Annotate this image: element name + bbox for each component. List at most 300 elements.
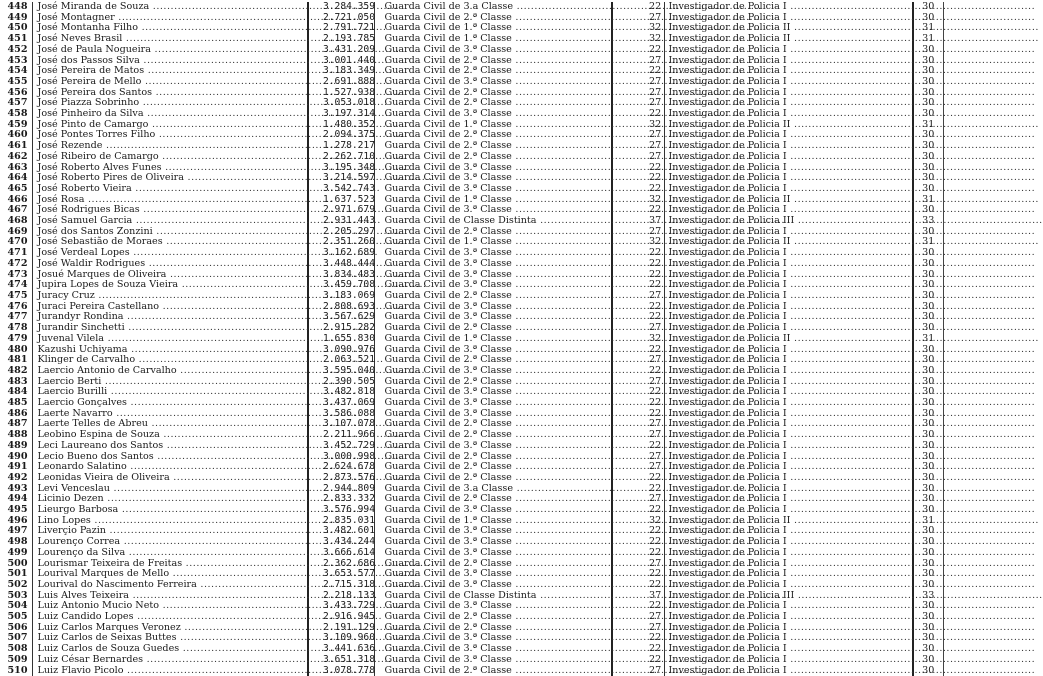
current-position-text: Guarda Civil de 3.ª Classe ..... <box>385 568 761 579</box>
registration-value-text: 3.567.629 <box>323 311 375 323</box>
row-number-text: 478 <box>7 322 28 334</box>
new-position-text: Investigador de Policia I ..... <box>669 87 1036 98</box>
registration-value-text: 3.482.601 <box>323 525 375 537</box>
row-number-text: 479 <box>7 332 28 344</box>
employee-name-text: Luiz Antonio Mucio Neto ..... <box>38 600 408 611</box>
registration-value-text: 3.197.314 <box>323 108 375 120</box>
new-reference-level-text: 30 <box>922 611 935 623</box>
new-position-text: Investigador de Policia I ..... <box>669 579 1036 590</box>
reference-level-text: 22 <box>649 172 662 184</box>
new-reference-level-text: 30 <box>922 140 935 152</box>
reference-level-text: 22 <box>649 578 662 590</box>
row-number-text: 484 <box>7 386 28 398</box>
employee-name-text: Luiz Carlos Marques Veronez ..... <box>38 622 430 633</box>
new-reference-level-text: 30 <box>922 300 935 312</box>
employee-name-text: Lieurgo Barbosa ..... <box>38 504 367 515</box>
row-number-text: 488 <box>7 429 28 441</box>
row-number-text: 460 <box>7 129 28 141</box>
new-reference-level-text: 30 <box>922 161 935 173</box>
current-position-text: Guarda Civil de 3.ª Classe ..... <box>385 172 761 183</box>
employee-name-text: José Pinto de Camargo ..... <box>38 119 397 130</box>
employee-name-text: Laerte Telles de Abreu ..... <box>38 418 397 429</box>
row-number-text: 503 <box>7 589 28 601</box>
row-number-text: 505 <box>7 611 28 623</box>
row-number-text: 456 <box>7 86 28 98</box>
registration-value-text: 3.653.577 <box>323 568 375 580</box>
employee-name-text: Jurandir Sinchetti ..... <box>38 322 374 333</box>
current-position-text: Guarda Civil de 2.ª Classe ..... <box>385 472 761 483</box>
new-position-text: Investigador de Policia III ..... <box>669 215 1043 226</box>
new-reference-level-text: 30 <box>922 439 935 451</box>
row-number-text: 475 <box>7 289 28 301</box>
row-number-text: 459 <box>7 118 28 130</box>
new-position-text: Investigador de Policia I ..... <box>669 429 1036 440</box>
new-reference-level-text: 30 <box>922 204 935 216</box>
employee-name-text: Luis Alves Teixeira ..... <box>38 590 378 601</box>
new-position-text: Investigador de Policia I ..... <box>669 600 1036 611</box>
reference-level-text: 22 <box>649 568 662 580</box>
registration-value-text: 3.651.318 <box>323 653 375 665</box>
new-reference-level-text: 30 <box>922 578 935 590</box>
new-position-text: Investigador de Policia I ..... <box>669 151 1036 162</box>
row-number-text: 450 <box>7 22 28 34</box>
new-position-text: Investigador de Policia I ..... <box>669 536 1036 547</box>
new-position-text: Investigador de Policia I ..... <box>669 632 1036 643</box>
current-position-text: Guarda Civil de 3.ª Classe ..... <box>385 311 761 322</box>
new-position-text: Investigador de Policia I ..... <box>669 344 1036 355</box>
row-number-text: 506 <box>7 621 28 633</box>
reference-level-text: 22 <box>649 653 662 665</box>
employee-name-text: Kazushi Uchiyama ..... <box>38 344 377 355</box>
reference-level-text: 22 <box>649 600 662 612</box>
current-position-text: Guarda Civil de Classe Distinta ..... <box>385 590 786 601</box>
current-position-text: Guarda Civil de 3.ª Classe ..... <box>385 525 761 536</box>
current-position-text: Guarda Civil de 1.ª Classe ..... <box>385 333 761 344</box>
reference-level-text: 27 <box>649 140 662 152</box>
registration-value-text: 3.183.069 <box>323 289 375 301</box>
current-position-text: Guarda Civil de 1.ª Classe ..... <box>385 194 761 205</box>
employee-name-text: José Roberto Vieira ..... <box>38 183 381 194</box>
employee-name-text: José dos Santos Zonzini ..... <box>38 226 402 237</box>
new-position-text: Investigador de Policia I ..... <box>669 76 1036 87</box>
reference-level-text: 27 <box>649 375 662 387</box>
row-number-text: 474 <box>7 279 28 291</box>
row-number-text: 495 <box>7 504 28 516</box>
new-position-text: Investigador de Policia I ..... <box>669 547 1036 558</box>
new-position-text: Investigador de Policia I ..... <box>669 525 1036 536</box>
registration-value-text: 2.191.129 <box>323 621 375 633</box>
reference-level-text: 22 <box>649 343 662 355</box>
reference-level-text: 27 <box>649 129 662 141</box>
employee-name-text: Lecio Bueno dos Santos ..... <box>38 451 403 462</box>
new-position-text: Investigador de Policia I ..... <box>669 44 1036 55</box>
reference-level-text: 32 <box>649 22 662 34</box>
new-position-text: Investigador de Policia III ..... <box>669 590 1043 601</box>
reference-level-text: 27 <box>649 75 662 87</box>
registration-value-text: 3.107.078 <box>323 418 375 430</box>
current-position-text: Guarda Civil de 3.ª Classe ..... <box>385 301 761 312</box>
current-position-text: Guarda Civil de 3.ª Classe ..... <box>385 579 761 590</box>
registration-value-text: 3.666.614 <box>323 546 375 558</box>
employee-name-text: José Neves Brasil ..... <box>38 33 371 44</box>
registration-value-text: 2.791.721 <box>323 22 375 34</box>
new-reference-level-text: 30 <box>922 108 935 120</box>
row-number-text: 471 <box>7 247 28 259</box>
reference-level-text: 32 <box>649 33 662 45</box>
reference-level-text: 27 <box>649 11 662 23</box>
row-number-text: 485 <box>7 397 28 409</box>
current-position-text: Guarda Civil de 3.ª Classe ..... <box>385 365 761 376</box>
reference-level-text: 22 <box>649 525 662 537</box>
employee-name-text: Lourenço da Silva ..... <box>38 547 374 558</box>
new-position-text: Investigador de Policia I ..... <box>669 654 1036 665</box>
new-reference-level-text: 30 <box>922 568 935 580</box>
registration-value-text: 3.433.729 <box>323 600 375 612</box>
current-position-text: Guarda Civil de 3.a Classe ..... <box>385 1 762 12</box>
registration-value-text: 3.078.778 <box>323 664 375 676</box>
new-reference-level-text: 30 <box>922 364 935 376</box>
new-reference-level-text: 31 <box>922 118 935 130</box>
registration-value-text: 3.053.018 <box>323 97 375 109</box>
new-reference-level-text: 30 <box>922 429 935 441</box>
new-reference-level-text: 30 <box>922 397 935 409</box>
personnel-table-body <box>2 2 943 676</box>
row-number-text: 486 <box>7 407 28 419</box>
registration-value-text: 1.655.830 <box>323 332 375 344</box>
registration-value-text: 2.063.521 <box>323 354 375 366</box>
registration-value-text: 2.721.050 <box>323 11 375 23</box>
new-position-text: Investigador de Policia I ..... <box>669 408 1036 419</box>
reference-level-text: 27 <box>649 429 662 441</box>
new-position-text: Investigador de Policia I ..... <box>669 12 1036 23</box>
new-position-text: Investigador de Policia I ..... <box>669 665 1036 676</box>
new-reference-level-text: 30 <box>922 279 935 291</box>
registration-value-text: 2.944.809 <box>323 482 375 494</box>
new-position-text: Investigador de Policia I ..... <box>669 301 1036 312</box>
reference-level-text: 22 <box>649 268 662 280</box>
registration-value-text: 1.637.523 <box>323 193 375 205</box>
row-number-text: 504 <box>7 600 28 612</box>
row-number-text: 465 <box>7 182 28 194</box>
registration-value-text: 3.576.994 <box>323 504 375 516</box>
current-position-text: Guarda Civil de 2.ª Classe ..... <box>385 97 761 108</box>
new-reference-level-text: 30 <box>922 268 935 280</box>
reference-level-text: 22 <box>649 546 662 558</box>
current-position-text: Guarda Civil de 3.ª Classe ..... <box>385 183 761 194</box>
reference-level-text: 32 <box>649 514 662 526</box>
registration-value-text: 2.916.945 <box>323 611 375 623</box>
new-position-text: Investigador de Policia I ..... <box>669 440 1036 451</box>
new-position-text: Investigador de Policia I ..... <box>669 55 1036 66</box>
employee-name-text: Lourival do Nascimento Ferreira ..... <box>38 579 446 590</box>
current-position-text: Guarda Civil de 3.ª Classe ..... <box>385 344 761 355</box>
employee-name-text: Luiz Candido Lopes ..... <box>38 611 383 622</box>
current-position-text: Guarda Civil de 2.ª Classe ..... <box>385 322 761 333</box>
registration-value-text: 2.915.282 <box>323 322 375 334</box>
current-position-text: Guarda Civil de 2.ª Classe ..... <box>385 418 761 429</box>
current-position-text: Guarda Civil de 3.ª Classe ..... <box>385 44 761 55</box>
registration-value-text: 2.835.031 <box>323 514 375 526</box>
registration-value-text: 2.351.260 <box>323 236 375 248</box>
current-position-text: Guarda Civil de 3.ª Classe ..... <box>385 386 761 397</box>
reference-level-text: 27 <box>649 322 662 334</box>
new-position-text: Investigador de Policia I ..... <box>669 376 1036 387</box>
row-number-text: 490 <box>7 450 28 462</box>
current-position-text: Guarda Civil de 3.ª Classe ..... <box>385 600 761 611</box>
row-number-text: 477 <box>7 311 28 323</box>
registration-value-text: 2.362.686 <box>323 557 375 569</box>
employee-name-text: José Pereira de Matos ..... <box>38 65 393 76</box>
employee-name-text: Juracy Cruz ..... <box>38 290 344 301</box>
new-position-text: Investigador de Policia I ..... <box>669 1 1036 12</box>
reference-level-text: 22 <box>649 504 662 516</box>
current-position-text: Guarda Civil de 1.ª Classe ..... <box>385 119 761 130</box>
new-reference-level-text: 30 <box>922 97 935 109</box>
registration-value-text: 2.971.679 <box>323 204 375 216</box>
registration-value-text: 2.211.966 <box>323 429 375 441</box>
reference-level-text: 22 <box>649 397 662 409</box>
employee-name-text: José Rodrigues Bicas ..... <box>38 204 389 215</box>
current-position-text: Guarda Civil de 3.ª Classe ..... <box>385 279 761 290</box>
reference-level-text: 32 <box>649 332 662 344</box>
employee-name-text: José Miranda de Souza ..... <box>38 1 398 12</box>
current-position-text: Guarda Civil de 2.ª Classe ..... <box>385 12 761 23</box>
row-number <box>2 666 32 676</box>
registration-value-text: 2.193.785 <box>323 33 375 45</box>
reference-level-text: 22 <box>649 108 662 120</box>
current-position-text: Guarda Civil de 3.ª Classe ..... <box>385 76 761 87</box>
reference-level-text: 27 <box>649 354 662 366</box>
row-number-text: 489 <box>7 439 28 451</box>
reference-level-text: 37 <box>649 589 662 601</box>
employee-name-text: José Waldir Rodrigues ..... <box>38 258 394 269</box>
current-position-text: Guarda Civil de 2.ª Classe ..... <box>385 87 761 98</box>
current-position <box>374 666 612 676</box>
row-number-text: 455 <box>7 75 28 87</box>
reference-level-text: 27 <box>649 450 662 462</box>
new-reference-level-text: 30 <box>922 257 935 269</box>
employee-name-text: Josué Marques de Oliveira ..... <box>38 269 415 280</box>
reference-level-text: 22 <box>649 643 662 655</box>
employee-name-text: José de Paula Nogueira ..... <box>38 44 400 55</box>
current-position-text: Guarda Civil de 2.ª Classe ..... <box>385 290 761 301</box>
row-number-text: 481 <box>7 354 28 366</box>
registration-value-text: 3.459.708 <box>323 279 375 291</box>
employee-name-text: Juraci Pereira Castellano ..... <box>38 301 408 312</box>
row-number-text: 462 <box>7 150 28 162</box>
current-position-text: Guarda Civil de 2.ª Classe ..... <box>385 493 761 504</box>
row-number-text: 480 <box>7 343 28 355</box>
registration-value-text: 3.834.483 <box>323 268 375 280</box>
reference-level-text: 22 <box>649 43 662 55</box>
row-number-text: 470 <box>7 236 28 248</box>
current-position-text: Guarda Civil de 2.ª Classe ..... <box>385 129 761 140</box>
registration-value-text: 3.586.088 <box>323 407 375 419</box>
current-position-text: Guarda Civil de 2.ª Classe ..... <box>385 558 761 569</box>
reference-level-text: 22 <box>649 311 662 323</box>
new-reference-level-text: 31 <box>922 236 935 248</box>
new-position-text: Investigador de Policia I ..... <box>669 140 1036 151</box>
employee-name-text: Juvenal Vilela ..... <box>38 333 353 344</box>
row-number-text: 458 <box>7 108 28 120</box>
reference-level-text: 22 <box>649 279 662 291</box>
reference-level-text: 22 <box>649 1 662 12</box>
new-reference-level-text: 30 <box>922 75 935 87</box>
employee-name-text: Luiz Carlos de Seixas Buttes ..... <box>38 632 426 643</box>
employee-name-text: Klinger de Carvalho ..... <box>38 354 384 365</box>
new-position-text: Investigador de Policia I ..... <box>669 162 1036 173</box>
row-number-text: 469 <box>7 225 28 237</box>
new-position-text: Investigador de Policia I ..... <box>669 269 1036 280</box>
current-position-text: Guarda Civil de 2.ª Classe ..... <box>385 622 761 633</box>
row-number-text: 461 <box>7 140 28 152</box>
new-reference-level-text: 33 <box>922 215 935 227</box>
new-position-text: Investigador de Policia II ..... <box>669 333 1039 344</box>
employee-name-text: José Rosa ..... <box>38 194 333 205</box>
new-position-text: Investigador de Policia I ..... <box>669 290 1036 301</box>
reference-level-text: 27 <box>649 611 662 623</box>
new-position-text: Investigador de Policia I ..... <box>669 279 1036 290</box>
new-position-text: Investigador de Policia I ..... <box>669 354 1036 365</box>
new-reference-level-text: 30 <box>922 643 935 655</box>
reference-level-text: 22 <box>649 439 662 451</box>
registration-value-text: 3.437.069 <box>323 397 375 409</box>
registration-value-text: 3.183.349 <box>323 65 375 77</box>
employee-name-text: Levi Venceslau ..... <box>38 483 359 494</box>
reference-level-text: 27 <box>649 557 662 569</box>
current-position-text: Guarda Civil de 2.ª Classe ..... <box>385 611 761 622</box>
new-position-text: Investigador de Policia I ..... <box>669 472 1036 483</box>
current-position-text: Guarda Civil de 3.ª Classe ..... <box>385 632 761 643</box>
registration-value-text: 3.109.960 <box>323 632 375 644</box>
reference-level-text: 22 <box>649 386 662 398</box>
reference-level-text: 32 <box>649 236 662 248</box>
employee-name-text: José Samuel Garcia ..... <box>38 215 381 226</box>
new-reference-level-text: 31 <box>922 193 935 205</box>
current-position-text: Guarda Civil de 2.ª Classe ..... <box>385 151 761 162</box>
current-position-text: Guarda Civil de 3.ª Classe ..... <box>385 258 761 269</box>
registration-value-text: 3.448.444 <box>323 257 375 269</box>
reference-level-text: 22 <box>649 257 662 269</box>
row-number-text: 453 <box>7 54 28 66</box>
row-number-text: 448 <box>7 1 28 12</box>
row-number-text: 508 <box>7 643 28 655</box>
new-position-text: Investigador de Policia I ..... <box>669 558 1036 569</box>
registration-value-text: 3.482.818 <box>323 386 375 398</box>
new-reference-level-text: 30 <box>922 482 935 494</box>
employee-name-text: Jupira Lopes de Souza Vieira ..... <box>38 279 427 290</box>
new-reference-level-text: 30 <box>922 247 935 259</box>
employee-name-text: Lourival Marques de Mello ..... <box>38 568 418 579</box>
new-position-text: Investigador de Policia I ..... <box>669 108 1036 119</box>
new-reference-level-text: 30 <box>922 407 935 419</box>
reference-level-text: 22 <box>649 482 662 494</box>
reference-level-text: 22 <box>649 407 662 419</box>
reference-level-text: 27 <box>649 86 662 98</box>
employee-name-text: José Sebastião de Moraes ..... <box>38 236 412 247</box>
new-position-text: Investigador de Policia I ..... <box>669 386 1036 397</box>
new-reference-level-text: 30 <box>922 450 935 462</box>
reference-level-text: 37 <box>649 215 662 227</box>
new-reference-level-text: 30 <box>922 225 935 237</box>
row-number-text: 499 <box>7 546 28 558</box>
registration-value-text: 3.441.636 <box>323 643 375 655</box>
employee-name-text: José Montanha Filho ..... <box>38 22 387 33</box>
current-position-text: Guarda Civil de 3.ª Classe ..... <box>385 408 761 419</box>
registration-value-text: 2.931.443 <box>323 215 375 227</box>
employee-name-text: Lourismar Teixeira de Freitas ..... <box>38 558 431 569</box>
personnel-table <box>2 2 944 676</box>
current-position-text: Guarda Civil de 3.ª Classe ..... <box>385 504 761 515</box>
current-position-text: Guarda Civil de 3.ª Classe ..... <box>385 547 761 558</box>
current-position-text: Guarda Civil de 1.ª Classe ..... <box>385 22 761 33</box>
new-reference-level-text: 30 <box>922 600 935 612</box>
row-number-text: 468 <box>7 215 28 227</box>
reference-level-text: 27 <box>649 97 662 109</box>
new-reference-level-text: 31 <box>922 33 935 45</box>
registration-value-text: 3.434.244 <box>323 536 375 548</box>
new-reference-level-text: 30 <box>922 471 935 483</box>
new-reference-level-text: 30 <box>922 86 935 98</box>
new-position-text: Investigador de Policia I ..... <box>669 568 1036 579</box>
new-reference-level-text: 33 <box>922 589 935 601</box>
new-reference-level-text: 30 <box>922 493 935 505</box>
registration-value-text: 3.595.040 <box>323 364 375 376</box>
new-position-text: Investigador de Policia I ..... <box>669 397 1036 408</box>
new-reference-level-text: 30 <box>922 546 935 558</box>
registration-value-text: 3.431.209 <box>323 43 375 55</box>
new-reference-level-text: 30 <box>922 1 935 12</box>
reference-level-text: 22 <box>649 536 662 548</box>
employee-name-text: Leci Laureano dos Santos ..... <box>38 440 412 451</box>
new-reference-level-text: 30 <box>922 664 935 676</box>
employee-name-text: Leobino Espina de Souza ..... <box>38 429 409 440</box>
new-position-text: Investigador de Policia I ..... <box>669 493 1036 504</box>
employee-name-text: José Verdeal Lopes ..... <box>38 247 379 258</box>
row-number-text: 473 <box>7 268 28 280</box>
new-position-text: Investigador de Policia I ..... <box>669 258 1036 269</box>
current-position-text: Guarda Civil de 2.ª Classe ..... <box>385 140 761 151</box>
new-position-text: Investigador de Policia II ..... <box>669 515 1039 526</box>
new-position-text: Investigador de Policia II ..... <box>669 194 1039 205</box>
reference-level-text: 27 <box>649 664 662 676</box>
reference-level-text: 32 <box>649 193 662 205</box>
row-number-text: 452 <box>7 43 28 55</box>
employee-name-text: Laercio Antonio de Carvalho ..... <box>38 365 426 376</box>
current-position-text: Guarda Civil de 3.ª Classe ..... <box>385 440 761 451</box>
new-reference-level-text: 30 <box>922 354 935 366</box>
row-number-text: 497 <box>7 525 28 537</box>
row-number-text: 487 <box>7 418 28 430</box>
registration-value-text: 3.542.743 <box>323 182 375 194</box>
registration-value-text: 3.001.440 <box>323 54 375 66</box>
row-number-text: 454 <box>7 65 28 77</box>
row-number-text: 464 <box>7 172 28 184</box>
registration-value-text: 3.195.348 <box>323 161 375 173</box>
new-position-text: Investigador de Policia I ..... <box>669 365 1036 376</box>
registration-value-text: 3.162.689 <box>323 247 375 259</box>
registration-value-text: 2.390.505 <box>323 375 375 387</box>
new-position-text: Investigador de Policia II ..... <box>669 119 1039 130</box>
row-number-text: 451 <box>7 33 28 45</box>
new-reference-level-text: 30 <box>922 289 935 301</box>
employee-name-text: Leonidas Vieira de Oliveira ..... <box>38 472 419 483</box>
row-number-text: 494 <box>7 493 28 505</box>
registration-value-text: 2.691.888 <box>323 75 375 87</box>
new-position-text: Investigador de Policia I ..... <box>669 97 1036 108</box>
employee-name-text: José Rezende ..... <box>38 140 351 151</box>
employee-name-text: Laercio Burilli ..... <box>38 386 356 397</box>
